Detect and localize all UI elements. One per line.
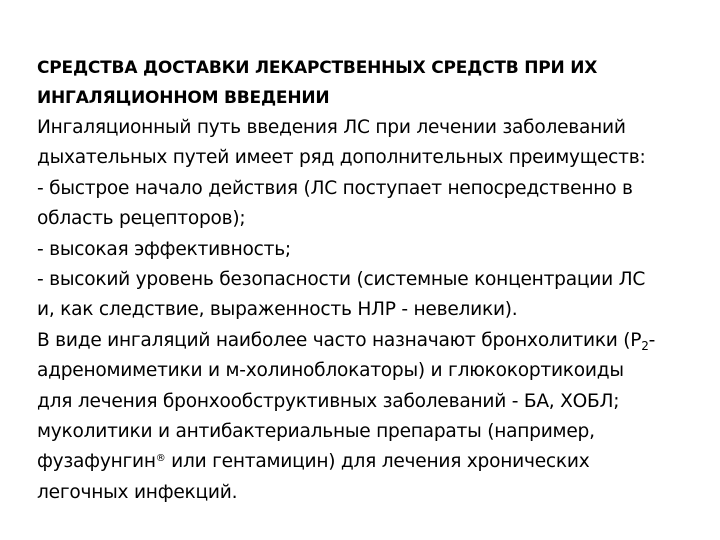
para2-line-5-pre: фузафунгин [37, 451, 156, 473]
para2-line-6: легочных инфекций. [37, 481, 238, 503]
slide-content [37, 53, 707, 508]
slide-title [37, 53, 707, 113]
body-line-5: - высокая эффективность; [37, 238, 291, 260]
para2-line-1-text: В виде ингаляций наиболее часто назначают бронхолитики (Р [37, 329, 642, 351]
para2-line-5 [37, 447, 707, 477]
para2-line-2: адреномиметики и м-холиноблокаторы) и глюкокортикоиды [37, 360, 624, 382]
body-line-1: Ингаляционный путь введения ЛС при лечении заболеваний [37, 117, 626, 138]
body-line-6: - высокий уровень безопасности (системные концентрации ЛС [37, 269, 646, 291]
para2-line-1-dash: - [648, 329, 656, 351]
para2-line-3: для лечения бронхообструктивных заболеваний - БА, ХОБЛ; [37, 390, 620, 412]
body-line-3: - быстрое начало действия (ЛС поступает непосредственно в [37, 177, 633, 199]
para2-line-1 [37, 326, 707, 356]
body-line-2: дыхательных путей имеет ряд дополнительных преимуществ: [37, 147, 646, 169]
registered-mark: ® [155, 453, 166, 465]
title-line-1: СРЕДСТВА ДОСТАВКИ ЛЕКАРСТВЕННЫХ СРЕДСТВ ПРИ ИХ [37, 58, 598, 78]
para2-line-4: муколитики и антибактериальные препараты (например, [37, 421, 595, 443]
subscript-2: 2 [641, 338, 649, 353]
body-line-4: область рецепторов); [37, 208, 246, 230]
para2-line-5-post: или гентамицин) для лечения хронических [165, 451, 590, 473]
title-line-2: ИНГАЛЯЦИОННОМ ВВЕДЕНИИ [37, 88, 330, 108]
slide-body [37, 113, 707, 508]
body-line-7: и, как следствие, выраженность НЛР - невелики). [37, 299, 518, 321]
